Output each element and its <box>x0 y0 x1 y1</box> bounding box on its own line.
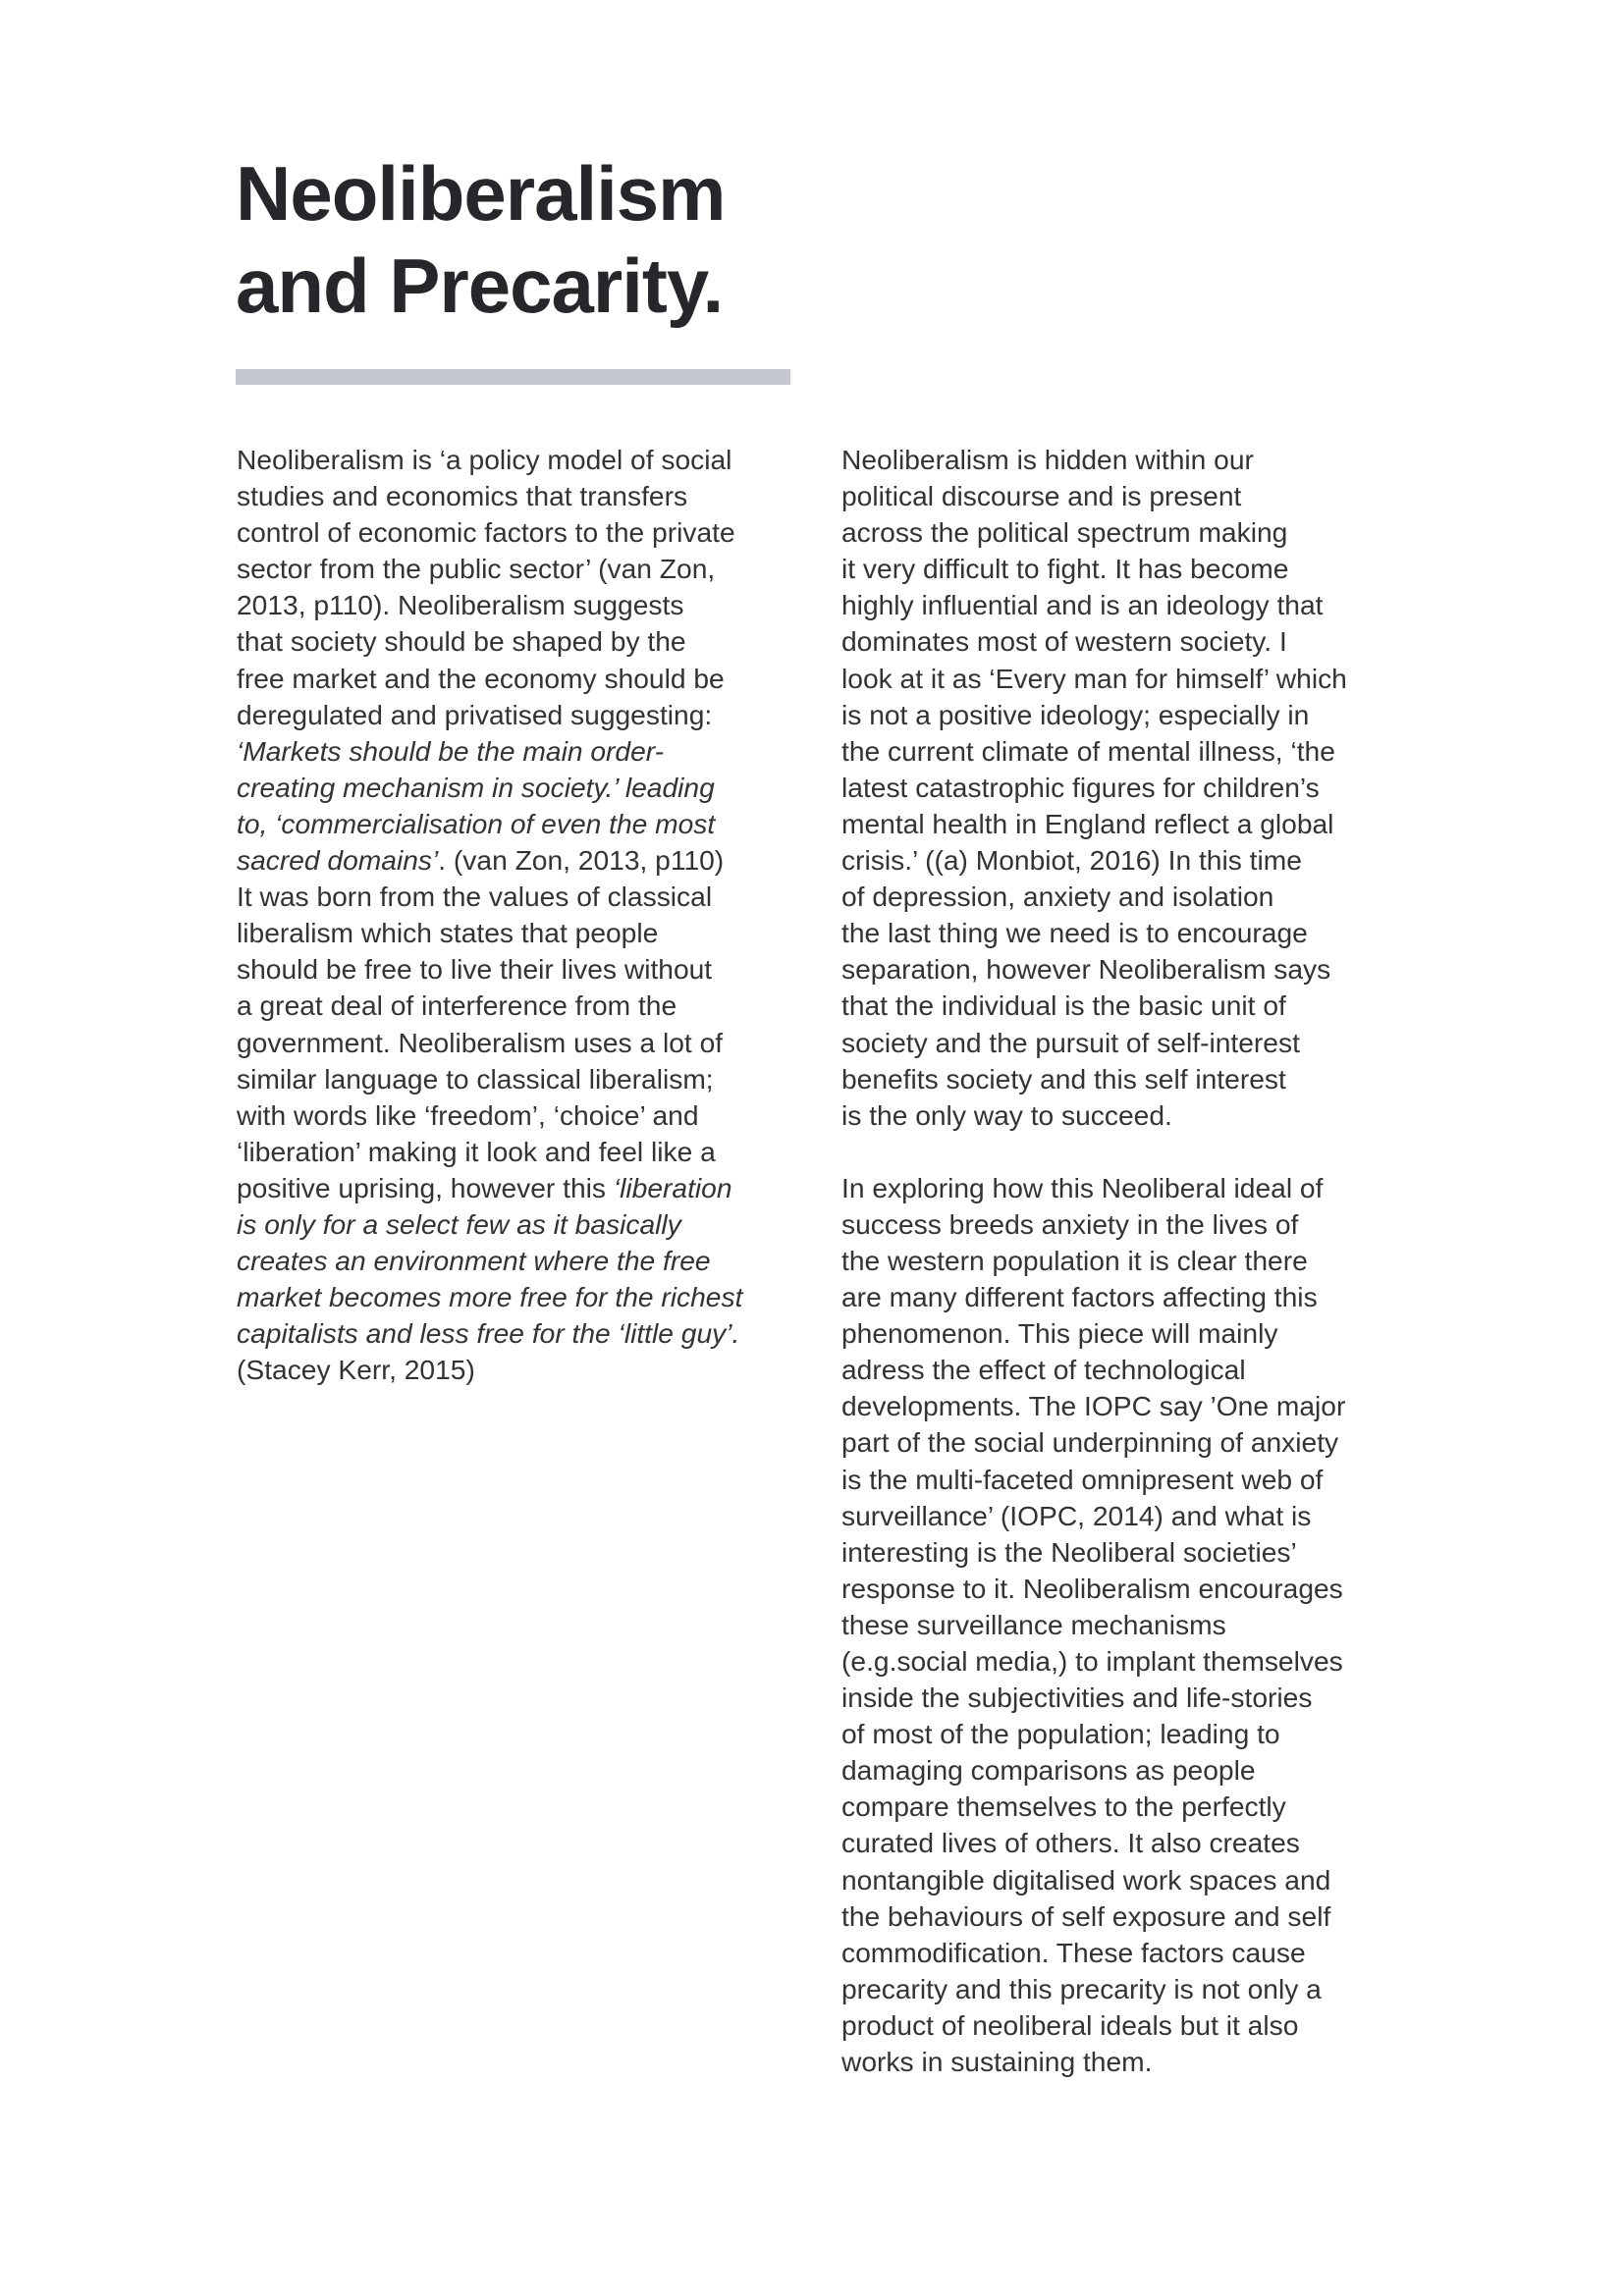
text-line <box>841 1862 1421 1898</box>
title-line-2: and Precarity. <box>236 242 724 329</box>
text-run: developments. The IOPC say ’One major <box>841 1390 1346 1422</box>
text-line <box>841 442 1421 478</box>
text-run: damaging comparisons as people <box>841 1754 1256 1787</box>
text-line <box>237 1206 816 1243</box>
right-text-column <box>841 442 1421 2080</box>
text-line <box>841 1898 1421 1935</box>
text-line <box>237 551 816 587</box>
text-line <box>841 1752 1421 1789</box>
text-line <box>841 1643 1421 1680</box>
text-line <box>841 1534 1421 1571</box>
text-line <box>237 1061 816 1097</box>
text-line <box>237 587 816 623</box>
text-line <box>841 1716 1421 1752</box>
text-run: across the political spectrum making <box>841 516 1288 549</box>
text-line <box>237 988 816 1024</box>
paragraph-break <box>841 1134 1421 1170</box>
text-run: are many different factors affecting this <box>841 1281 1318 1313</box>
italic-text: to, ‘commercialisation of even the most <box>237 807 716 839</box>
text-line <box>237 478 816 514</box>
text-line <box>841 1097 1421 1134</box>
text-run: part of the social underpinning of anxiety <box>841 1426 1339 1459</box>
text-line <box>841 1315 1421 1352</box>
text-run: It was born from the values of classical <box>237 881 713 913</box>
text-run: success breeds anxiety in the lives of <box>841 1207 1299 1240</box>
page-title <box>236 147 726 332</box>
text-line <box>237 806 816 842</box>
text-run: adress the effect of technological <box>841 1354 1246 1386</box>
text-run: should be free to live their lives without <box>237 953 713 986</box>
text-run: is the multi-faceted omnipresent web of <box>841 1463 1324 1495</box>
text-line <box>841 551 1421 587</box>
text-run: a great deal of interference from the <box>237 989 677 1022</box>
left-text-column <box>237 442 816 1388</box>
italic-text: creates an environment where the free <box>237 1245 711 1277</box>
text-run: similar language to classical liberalism; <box>237 1062 714 1095</box>
text-run: the behaviours of self exposure and self <box>841 1899 1331 1932</box>
text-run: works in sustaining them. <box>841 2046 1153 2078</box>
text-run: precarity and this precarity is not only a <box>841 1972 1322 2004</box>
text-line <box>237 1315 816 1352</box>
text-run: separation, however Neoliberalism says <box>841 953 1331 986</box>
text-run: crisis.’ ((a) Monbiot, 2016) In this time <box>841 844 1302 877</box>
text-line <box>841 1498 1421 1534</box>
text-run: inside the subjectivities and life-stories <box>841 1682 1313 1714</box>
text-run: dominates most of western society. I <box>841 625 1287 658</box>
text-run: the last thing we need is to encourage <box>841 917 1308 949</box>
text-run: commodification. These factors cause <box>841 1936 1306 1968</box>
text-run: positive uprising, however this <box>237 1171 614 1203</box>
text-run: look at it as ‘Every man for himself’ which <box>841 662 1347 694</box>
text-run: In exploring how this Neoliberal ideal of <box>841 1171 1324 1203</box>
text-run: interesting is the Neoliberal societies’ <box>841 1535 1297 1568</box>
italic-text: sacred domains’ <box>237 844 439 877</box>
text-line <box>237 1025 816 1061</box>
text-run: deregulated and privatised suggesting: <box>237 698 713 730</box>
text-line <box>841 988 1421 1024</box>
text-line <box>841 770 1421 806</box>
text-line <box>841 733 1421 770</box>
text-line <box>841 879 1421 915</box>
text-line <box>237 514 816 551</box>
italic-text: creating mechanism in society.’ leading <box>237 771 715 803</box>
text-run: product of neoliberal ideals but it also <box>841 2008 1299 2041</box>
text-run: benefits society and this self interest <box>841 1062 1286 1095</box>
text-run: control of economic factors to the private <box>237 516 735 549</box>
text-line <box>841 1789 1421 1825</box>
text-run: of most of the population; leading to <box>841 1718 1280 1750</box>
text-run: nontangible digitalised work spaces and <box>841 1863 1331 1896</box>
text-run: mental health in England reflect a global <box>841 807 1334 839</box>
text-line <box>841 2007 1421 2044</box>
text-line <box>237 697 816 733</box>
text-line <box>841 1825 1421 1861</box>
text-run: the current climate of mental illness, ‘the <box>841 734 1335 767</box>
text-run: 2013, p110). Neoliberalism suggests <box>237 589 684 621</box>
text-line <box>841 1607 1421 1643</box>
text-line <box>841 1206 1421 1243</box>
text-line <box>841 587 1421 623</box>
text-run: phenomenon. This piece will mainly <box>841 1317 1278 1350</box>
italic-text: capitalists and less free for the ‘little guy’. <box>237 1317 740 1350</box>
text-run: sector from the public sector’ (van Zon, <box>237 553 716 585</box>
text-line <box>237 770 816 806</box>
text-line <box>841 661 1421 697</box>
text-run: surveillance’ (IOPC, 2014) and what is <box>841 1499 1312 1531</box>
text-line <box>841 1424 1421 1461</box>
text-line <box>841 1279 1421 1315</box>
text-run: it very difficult to fight. It has become <box>841 553 1289 585</box>
text-line <box>841 1935 1421 1971</box>
text-run: curated lives of others. It also creates <box>841 1827 1300 1859</box>
text-line <box>237 733 816 770</box>
text-run: that the individual is the basic unit of <box>841 989 1286 1022</box>
text-run: liberalism which states that people <box>237 917 659 949</box>
text-run: Neoliberalism is hidden within our <box>841 444 1254 475</box>
text-line <box>237 842 816 879</box>
text-line <box>237 623 816 660</box>
text-run: that society should be shaped by the <box>237 625 686 658</box>
text-line <box>841 2044 1421 2080</box>
text-line <box>841 915 1421 951</box>
text-line <box>841 1243 1421 1279</box>
title-line-1: Neoliberalism <box>236 150 726 237</box>
text-line <box>237 1134 816 1170</box>
italic-text: market becomes more free for the richest <box>237 1281 743 1313</box>
text-run: studies and economics that transfers <box>237 480 688 512</box>
text-line <box>841 842 1421 879</box>
text-run: . (van Zon, 2013, p110) <box>438 844 725 877</box>
text-line <box>841 1388 1421 1424</box>
text-line <box>237 879 816 915</box>
title-divider <box>236 369 790 385</box>
text-run: latest catastrophic figures for children’s <box>841 771 1320 803</box>
text-line <box>841 1025 1421 1061</box>
text-run: ‘liberation’ making it look and feel like a <box>237 1135 716 1167</box>
italic-text: ‘liberation <box>613 1171 732 1203</box>
text-line <box>841 478 1421 514</box>
text-line <box>841 1680 1421 1716</box>
text-run: government. Neoliberalism uses a lot of <box>237 1026 724 1058</box>
italic-text: ‘Markets should be the main order- <box>237 734 665 767</box>
text-run: the western population it is clear there <box>841 1244 1308 1276</box>
text-line <box>237 1097 816 1134</box>
text-line <box>841 1061 1421 1097</box>
text-run: highly influential and is an ideology that <box>841 589 1324 621</box>
text-line <box>841 1571 1421 1607</box>
text-run: compare themselves to the perfectly <box>841 1790 1286 1823</box>
text-run: of depression, anxiety and isolation <box>841 881 1274 913</box>
text-run: is the only way to succeed. <box>841 1098 1172 1131</box>
text-run: Neoliberalism is ‘a policy model of social <box>237 444 732 475</box>
text-run: is not a positive ideology; especially in <box>841 698 1310 730</box>
text-run: response to it. Neoliberalism encourages <box>841 1572 1343 1604</box>
text-line <box>237 1352 816 1388</box>
text-line <box>237 661 816 697</box>
text-line <box>841 697 1421 733</box>
text-line <box>841 1352 1421 1388</box>
text-line <box>237 915 816 951</box>
text-line <box>237 1279 816 1315</box>
text-run: society and the pursuit of self-interest <box>841 1026 1300 1058</box>
text-run: with words like ‘freedom’, ‘choice’ and <box>237 1098 699 1131</box>
text-line <box>841 514 1421 551</box>
text-line <box>841 1971 1421 2007</box>
text-line <box>841 806 1421 842</box>
italic-text: is only for a select few as it basically <box>237 1207 681 1240</box>
text-line <box>841 951 1421 988</box>
text-run: (e.g.social media,) to implant themselves <box>841 1645 1343 1677</box>
text-line <box>841 623 1421 660</box>
text-line <box>237 442 816 478</box>
text-line <box>237 951 816 988</box>
text-line <box>841 1462 1421 1498</box>
text-line <box>841 1170 1421 1206</box>
text-run: political discourse and is present <box>841 480 1242 512</box>
text-run: free market and the economy should be <box>237 662 725 694</box>
text-line <box>237 1243 816 1279</box>
text-run: (Stacey Kerr, 2015) <box>237 1354 475 1386</box>
text-run: these surveillance mechanisms <box>841 1608 1226 1640</box>
text-line <box>237 1170 816 1206</box>
